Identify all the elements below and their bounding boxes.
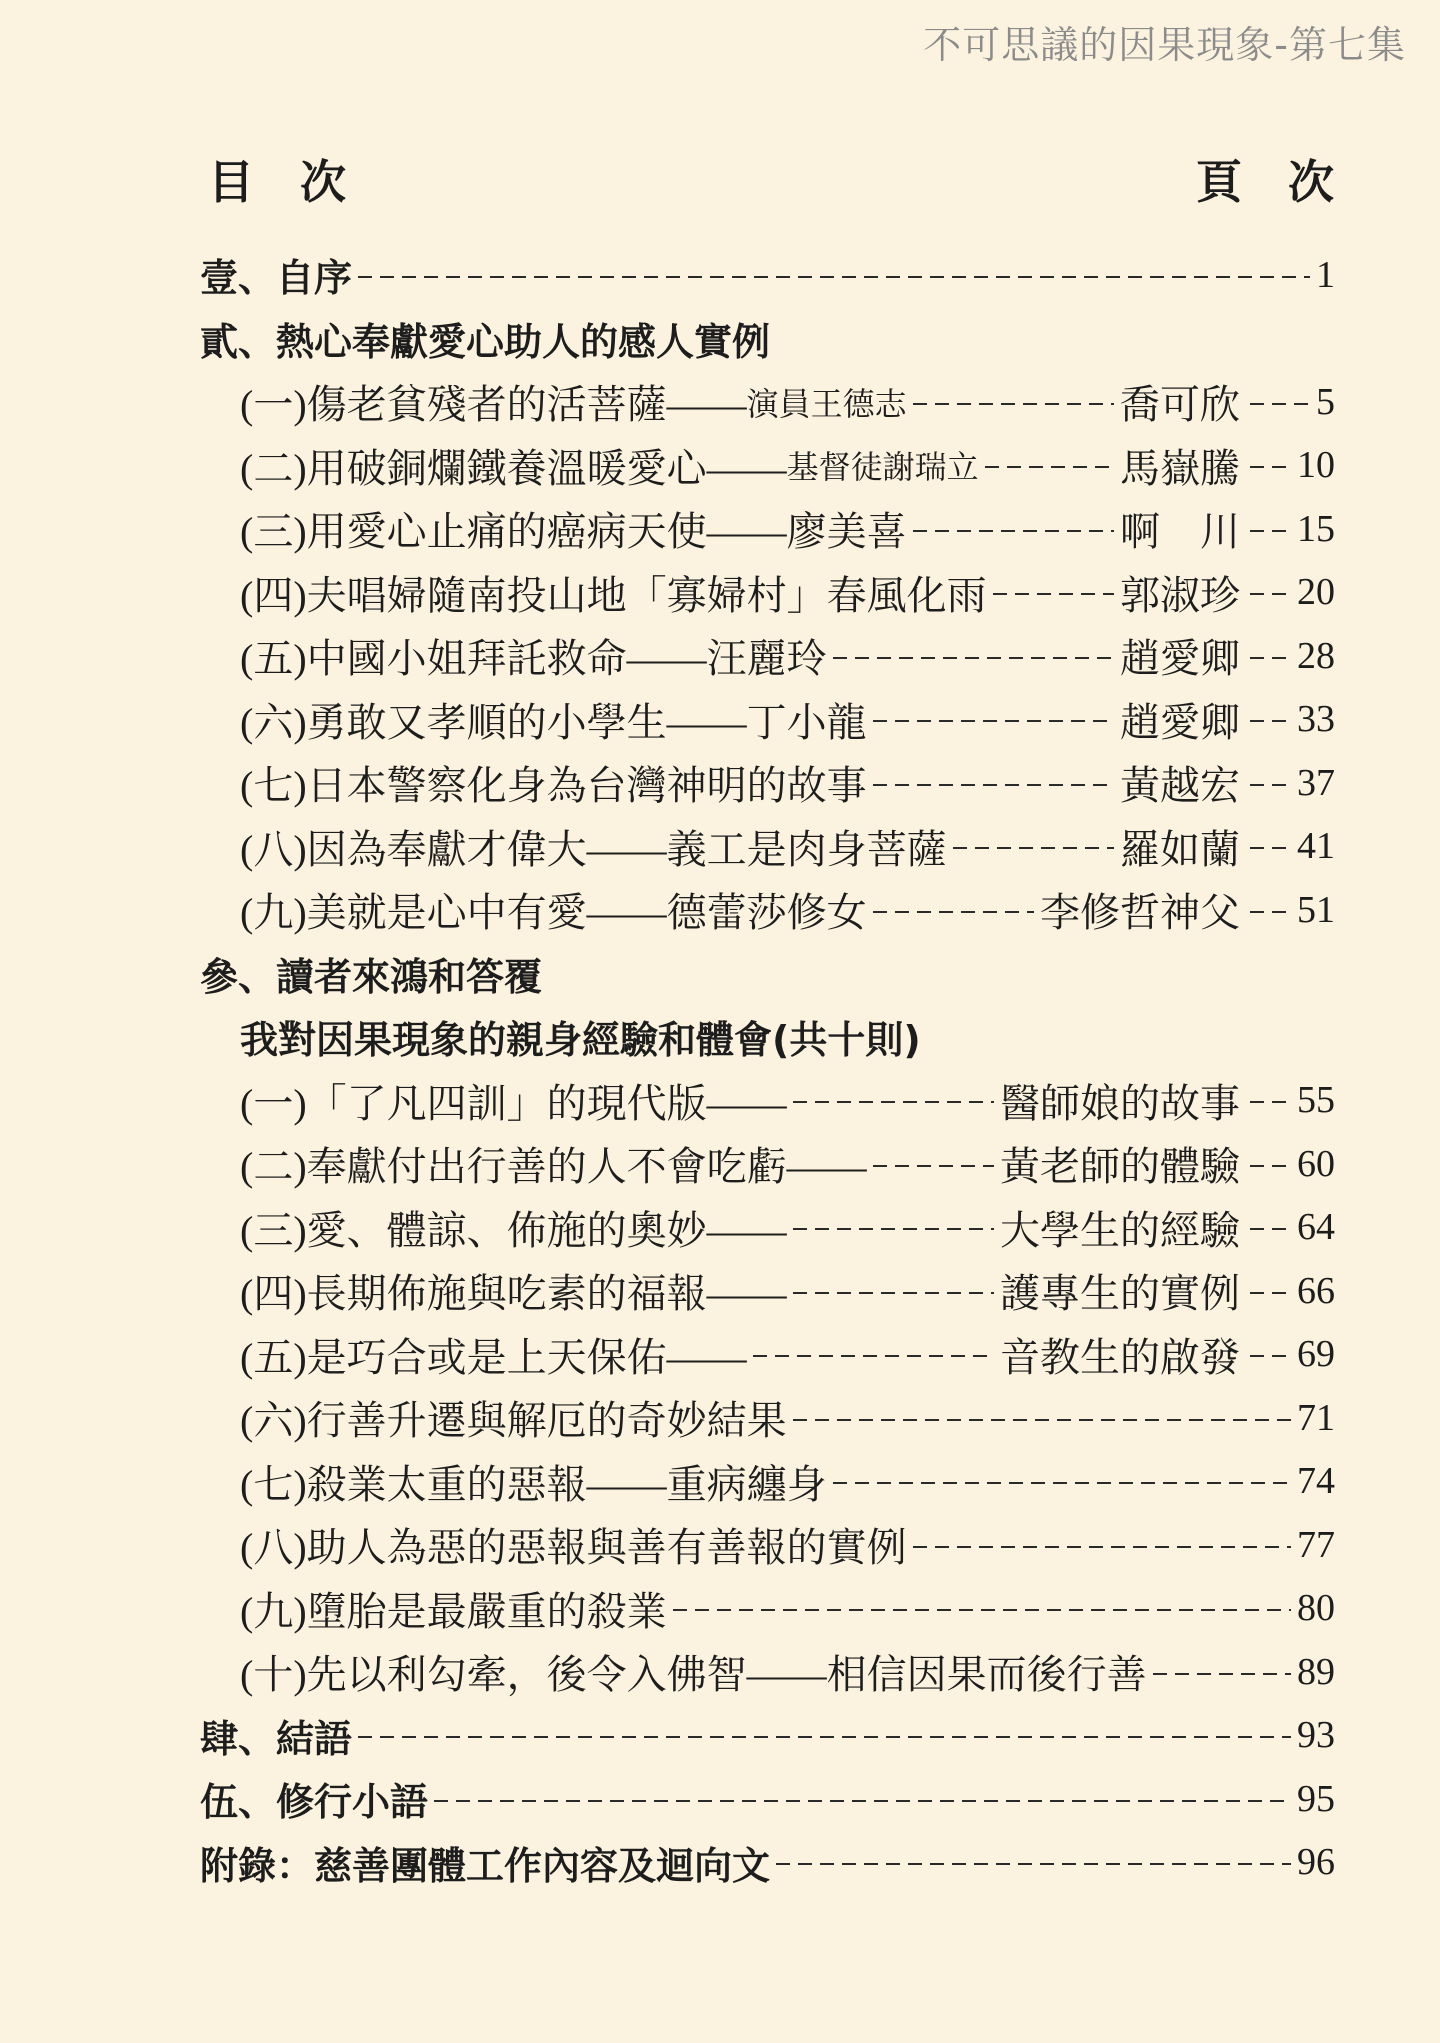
toc-entry [200, 1386, 1335, 1450]
toc-entry [200, 624, 1335, 688]
toc-entry-page: 77 [1297, 1523, 1335, 1566]
toc-entry-page-box [1240, 570, 1335, 614]
toc-entry-author: 李修哲神父 [1040, 890, 1240, 936]
toc-entry-title: (三)愛、體諒、佈施的奧妙—— [240, 1207, 787, 1253]
dash-leader [993, 593, 1114, 595]
toc-entry [200, 1069, 1335, 1133]
toc-entry [200, 1577, 1335, 1641]
toc-entry-author: 羅如蘭 [1120, 826, 1240, 872]
toc-entry-author: 音教生的啟發 [1000, 1334, 1240, 1380]
toc-entry-author: 啊 川 [1120, 509, 1240, 555]
dash-leader [673, 1609, 1291, 1611]
toc-entry-page-box [1240, 634, 1335, 678]
toc-entry-page: 64 [1297, 1206, 1335, 1249]
dash-leader [1250, 1101, 1294, 1103]
toc-entry-title: 我對因果現象的親身經驗和體會(共十則) [240, 1018, 921, 1063]
dash-leader [1250, 720, 1294, 722]
toc-entry-author: 郭淑珍 [1120, 572, 1240, 618]
toc-entry-title: (九)墮胎是最嚴重的殺業 [240, 1588, 667, 1634]
toc-entry [200, 243, 1335, 307]
toc-entry-title: (十)先以利勾牽，後令入佛智——相信因果而後行善 [240, 1652, 1147, 1698]
toc-entry-title: (八)助人為惡的惡報與善有善報的實例 [240, 1525, 907, 1571]
dash-leader [358, 276, 1310, 278]
dash-leader [358, 1736, 1291, 1738]
toc-entry-author: 黃老師的體驗 [1000, 1144, 1240, 1190]
toc-entry-title: (一)「了凡四訓」的現代版—— [240, 1080, 787, 1126]
toc-entry [200, 497, 1335, 561]
dash-leader [913, 403, 1114, 405]
toc-entry-title: 附錄：慈善團體工作內容及迴向文 [200, 1843, 771, 1888]
dash-leader [913, 530, 1114, 532]
toc-heading-contents: 目 次 [208, 155, 346, 209]
dash-leader [873, 784, 1114, 786]
toc-entry-title: (五)中國小姐拜託救命——汪麗玲 [240, 636, 827, 682]
toc-entry-author: 大學生的經驗 [1000, 1207, 1240, 1253]
dash-leader [753, 1355, 994, 1357]
toc-entry-author: 趙愛卿 [1120, 699, 1240, 745]
toc-entry-author: 醫師娘的故事 [1000, 1080, 1240, 1126]
toc-entry-page-box [1240, 697, 1335, 741]
dash-leader [1250, 1292, 1294, 1294]
toc-entry-page-box [1240, 1205, 1335, 1249]
toc-entry-page: 60 [1297, 1142, 1335, 1185]
toc-entry-title: (七)日本警察化身為台灣神明的故事 [240, 763, 867, 809]
toc-entry [200, 1513, 1335, 1577]
toc-entry-page: 71 [1297, 1396, 1335, 1439]
dash-leader [1250, 1355, 1294, 1357]
toc-entry-page: 33 [1297, 698, 1335, 741]
toc-entry-title: 伍、修行小語 [200, 1780, 429, 1825]
toc-entry-page: 74 [1297, 1460, 1335, 1503]
dash-leader [873, 720, 1114, 722]
toc-entry-title: 貳、熱心奉獻愛心助人的感人實例 [200, 319, 771, 364]
toc-entry-title: (八)因為奉獻才偉大——義工是肉身菩薩 [240, 826, 947, 872]
toc-entry-title: 參、讀者來鴻和答覆 [200, 954, 543, 999]
dash-leader [793, 1228, 994, 1230]
toc-entry-title: (二)奉獻付出行善的人不會吃虧—— [240, 1144, 867, 1190]
toc-entry-page-box [1240, 1269, 1335, 1313]
toc-entry-title: 壹、自序 [200, 256, 353, 301]
dash-leader [953, 847, 1114, 849]
toc-entry [200, 815, 1335, 879]
toc-entry-author: 護專生的實例 [1000, 1271, 1240, 1317]
toc-entry-page-box [1240, 507, 1335, 551]
dash-leader [1250, 1228, 1294, 1230]
toc-entry [200, 1196, 1335, 1260]
toc-entry-title: (四)夫唱婦隨南投山地「寡婦村」春風化雨 [240, 572, 987, 618]
running-title: 不可思議的因果現象-第七集 [923, 23, 1406, 67]
toc-entry-page: 95 [1297, 1777, 1335, 1820]
toc-entry-title: (九)美就是心中有愛——德蕾莎修女 [240, 890, 867, 936]
toc-entry-title: (六)行善升遷與解厄的奇妙結果 [240, 1398, 787, 1444]
dash-leader [1250, 911, 1294, 913]
toc-entry-page: 55 [1297, 1079, 1335, 1122]
toc-entry-page-box [1240, 888, 1335, 932]
toc-entry-page: 41 [1297, 825, 1335, 868]
table-of-contents [200, 243, 1335, 1894]
toc-entry [200, 1831, 1335, 1895]
toc-entry-page-box [1240, 1332, 1335, 1376]
dash-leader [873, 1165, 994, 1167]
toc-entry [200, 878, 1335, 942]
dash-leader [793, 1419, 1291, 1421]
toc-entry-page: 69 [1297, 1333, 1335, 1376]
dash-leader [1153, 1673, 1291, 1675]
toc-entry-page: 93 [1297, 1714, 1335, 1757]
toc-entry-title: (六)勇敢又孝順的小學生——丁小龍 [240, 699, 867, 745]
dash-leader [913, 1546, 1291, 1548]
dash-leader [1250, 657, 1294, 659]
toc-entry [200, 1259, 1335, 1323]
dash-leader [1250, 847, 1294, 849]
toc-entry [200, 1704, 1335, 1768]
dash-leader [1250, 1165, 1294, 1167]
toc-entry-page: 51 [1297, 888, 1335, 931]
dash-leader [793, 1292, 994, 1294]
toc-entry-page: 96 [1297, 1841, 1335, 1884]
toc-entry-author: 黃越宏 [1120, 763, 1240, 809]
toc-entry [200, 1450, 1335, 1514]
toc-entry [200, 1640, 1335, 1704]
toc-subsection-heading [200, 1005, 1335, 1069]
toc-entry-page-box [1240, 443, 1335, 487]
toc-entry-page: 5 [1316, 380, 1335, 423]
toc-section-heading [200, 942, 1335, 1006]
toc-entry-page-box [1240, 380, 1335, 424]
dash-leader [793, 1101, 994, 1103]
dash-leader [1250, 466, 1294, 468]
dash-leader [833, 657, 1114, 659]
toc-entry-page: 15 [1297, 507, 1335, 550]
dash-leader [1250, 403, 1313, 405]
toc-entry [200, 1132, 1335, 1196]
toc-entry-title: (五)是巧合或是上天保佑—— [240, 1334, 747, 1380]
toc-heading-page: 頁 次 [1196, 155, 1334, 209]
toc-entry [200, 751, 1335, 815]
toc-entry [200, 1767, 1335, 1831]
toc-entry [200, 370, 1335, 434]
toc-entry-title: (四)長期佈施與吃素的福報—— [240, 1271, 787, 1317]
toc-entry-page-box [1240, 761, 1335, 805]
toc-heading [208, 154, 1334, 210]
toc-entry-page: 28 [1297, 634, 1335, 677]
dash-leader [1250, 784, 1294, 786]
toc-entry [200, 688, 1335, 752]
toc-entry-page-box [1240, 1142, 1335, 1186]
toc-entry-author: 馬嶽騰 [1120, 445, 1240, 491]
toc-entry-page: 1 [1316, 253, 1335, 296]
toc-entry-title-note: 演員王德志 [746, 385, 907, 422]
toc-entry-page: 10 [1297, 444, 1335, 487]
dash-leader [1250, 530, 1294, 532]
dash-leader [434, 1800, 1291, 1802]
toc-entry-page-box [1240, 824, 1335, 868]
dash-leader [833, 1482, 1291, 1484]
toc-entry-title: (七)殺業太重的惡報——重病纏身 [240, 1461, 827, 1507]
dash-leader [985, 466, 1114, 468]
toc-section-heading [200, 307, 1335, 371]
toc-entry-title: 肆、結語 [200, 1716, 353, 1761]
toc-entry-title: (三)用愛心止痛的癌病天使——廖美喜 [240, 509, 907, 555]
toc-entry-page: 20 [1297, 571, 1335, 614]
toc-entry-page: 66 [1297, 1269, 1335, 1312]
toc-entry-page-box [1240, 1078, 1335, 1122]
toc-entry-author: 趙愛卿 [1120, 636, 1240, 682]
toc-entry-page: 37 [1297, 761, 1335, 804]
dash-leader [1250, 593, 1294, 595]
toc-entry-title-note: 基督徒謝瑞立 [786, 449, 979, 486]
dash-leader [873, 911, 1034, 913]
toc-entry-author: 喬可欣 [1120, 382, 1240, 428]
toc-entry [200, 1323, 1335, 1387]
dash-leader [776, 1863, 1291, 1865]
toc-entry [200, 434, 1335, 498]
toc-entry-page: 89 [1297, 1650, 1335, 1693]
toc-entry-page: 80 [1297, 1587, 1335, 1630]
toc-entry-title: (二)用破銅爛鐵養溫暖愛心—— [240, 445, 787, 491]
toc-entry-title: (一)傷老貧殘者的活菩薩—— [240, 382, 747, 428]
toc-entry [200, 561, 1335, 625]
